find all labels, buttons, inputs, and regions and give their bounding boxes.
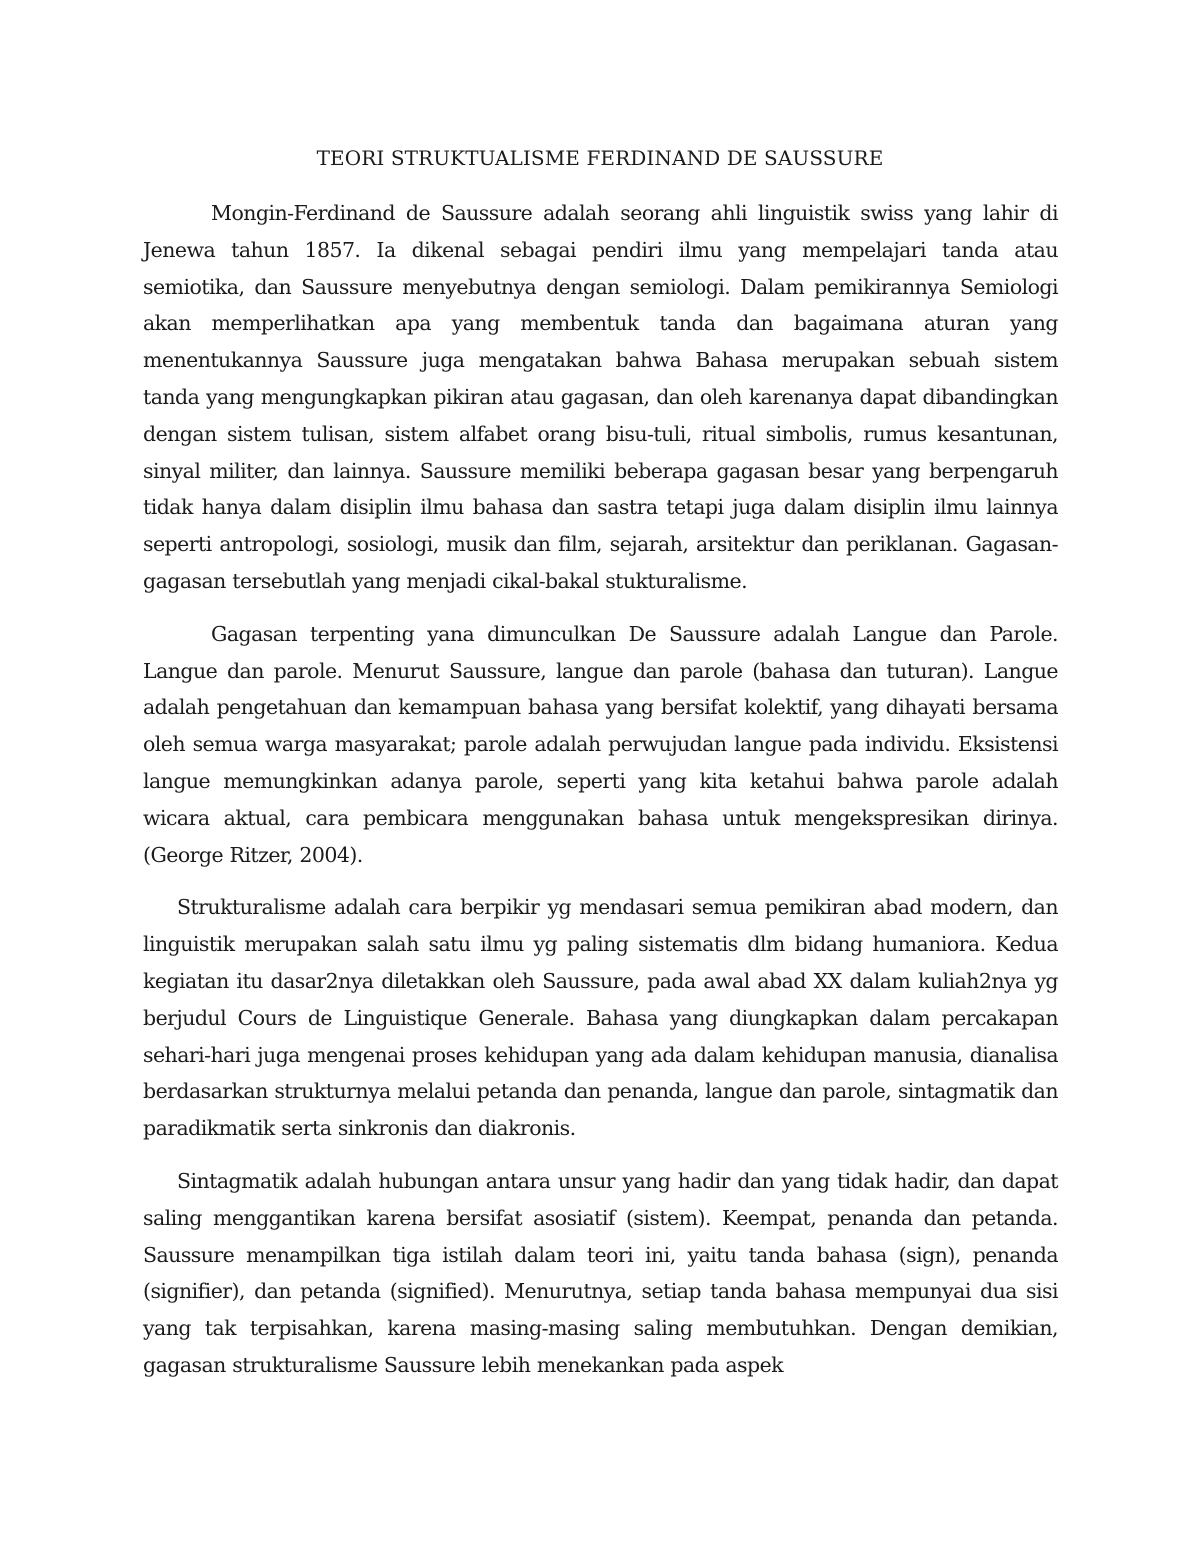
paragraph-strukturalisme: Strukturalisme adalah cara berpikir yg mendasari semua pemikiran abad modern, dan linguistik merupakan salah satu ilmu yg paling sistematis dlm bidang humaniora. Kedua kegiatan itu dasar2nya diletakkan oleh Saussure, pada awal abad XX dalam kuliah2nya yg berjudul Cours de Linguistique Generale. Bahasa yang diungkapkan dalam percakapan sehari-hari juga mengenai proses kehidupan yang ada dalam kehidupan manusia, dianalisa berdasarkan strukturnya melalui petanda dan penanda, langue dan parole, sintagmatik dan paradikmatik serta sinkronis dan diakronis. [143,895,1058,1141]
paragraph-saussure-intro: Mongin-Ferdinand de Saussure adalah seorang ahli linguistik swiss yang lahir di Jenewa tahun 1857. Ia dikenal sebagai pendiri ilmu yang mempelajari tanda atau semiotika, dan Saussure menyebutnya dengan semiologi. Dalam pemikirannya Semiologi akan memperlihatkan apa yang membentuk tanda dan bagaimana aturan yang menentukannya Saussure juga mengatakan bahwa Bahasa merupakan sebuah sistem tanda yang mengungkapkan pikiran atau gagasan, dan oleh karenanya dapat dibandingkan dengan sistem tulisan, sistem alfabet orang bisu-tuli, ritual simbolis, rumus kesantunan, sinyal militer, dan lainnya. Saussure memiliki beberapa gagasan besar yang berpengaruh tidak hanya dalam disiplin ilmu bahasa dan sastra tetapi juga dalam disiplin ilmu lainnya seperti antropologi, sosiologi, musik dan film, sejarah, arsitektur dan periklanan. Gagasan-gagasan tersebutlah yang menjadi cikal-bakal stukturalisme. [143,201,1058,593]
paragraph-sintagmatik: Sintagmatik adalah hubungan antara unsur yang hadir dan yang tidak hadir, dan dapat saling menggantikan karena bersifat asosiatif (sistem). Keempat, penanda dan petanda. Saussure menampilkan tiga istilah dalam teori ini, yaitu tanda bahasa (sign), penanda (signifier), dan petanda (signified). Menurutnya, setiap tanda bahasa mempunyai dua sisi yang tak terpisahkan, karena masing-masing saling membutuhkan. Dengan demikian, gagasan strukturalisme Saussure lebih menekankan pada aspek [143,1168,1058,1377]
paragraph-langue-parole: Gagasan terpenting yana dimunculkan De Saussure adalah Langue dan Parole. Langue dan parole. Menurut Saussure, langue dan parole (bahasa dan tuturan). Langue adalah pengetahuan dan kemampuan bahasa yang bersifat kolektif, yang dihayati bersama oleh semua warga masyarakat; parole adalah perwujudan langue pada individu. Eksistensi langue memungkinkan adanya parole, seperti yang kita ketahui bahwa parole adalah wicara aktual, cara pembicara menggunakan bahasa untuk mengekspresikan dirinya. (George Ritzer, 2004). [143,621,1058,867]
document-body [143,195,1058,1400]
document-title: TEORI STRUKTUALISME FERDINAND DE SAUSSURE [316,146,884,170]
